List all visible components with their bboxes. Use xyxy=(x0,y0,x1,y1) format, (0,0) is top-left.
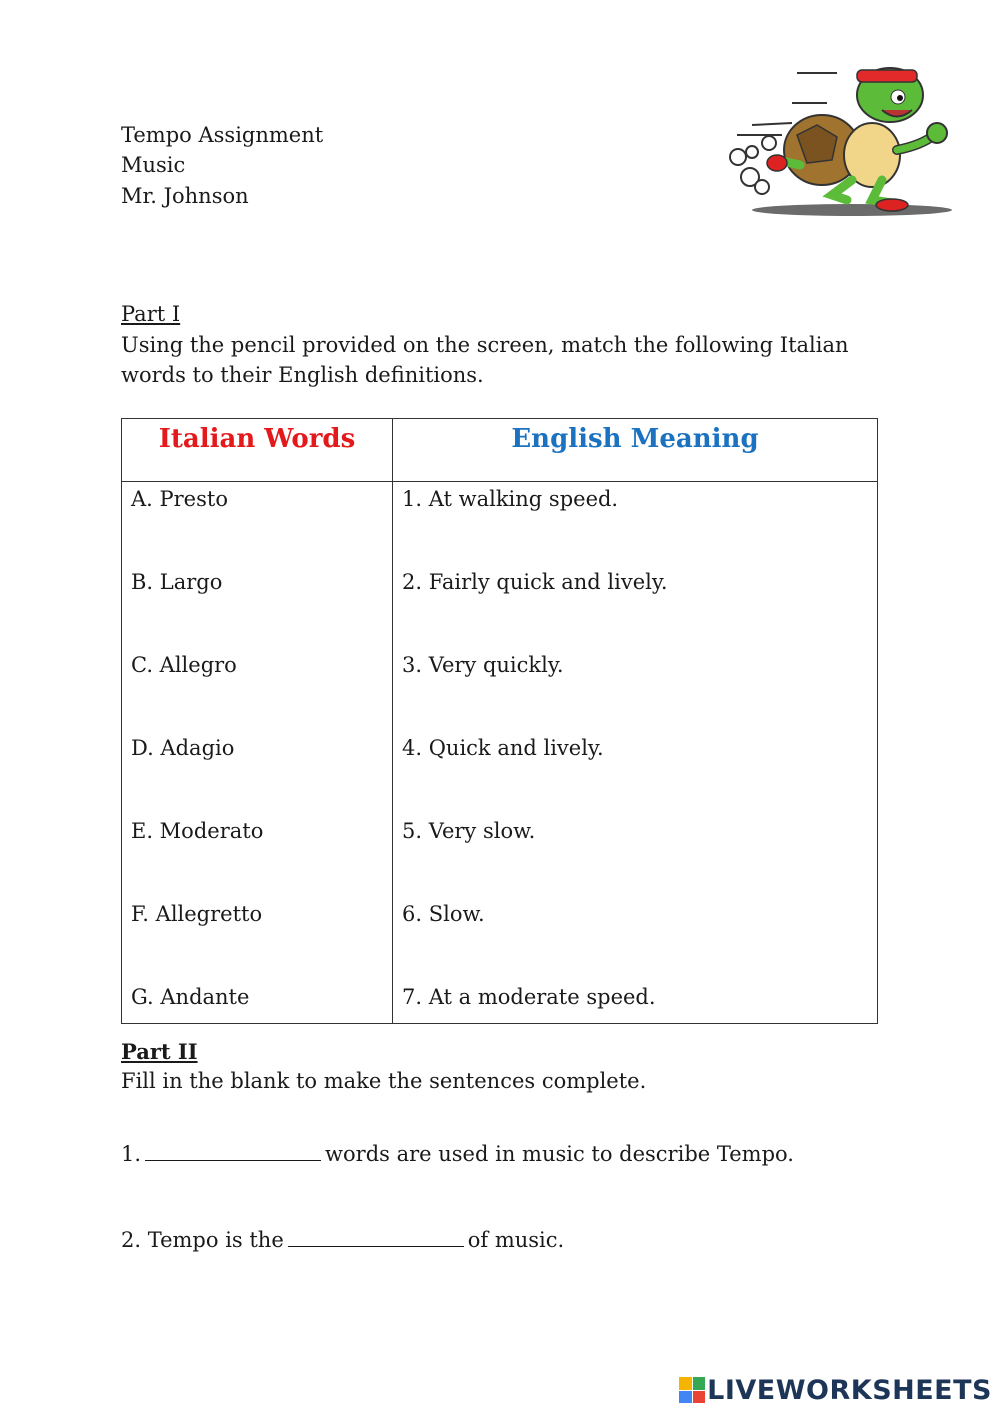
subject-label: Music xyxy=(121,153,186,177)
italian-word[interactable]: F. Allegretto xyxy=(131,902,263,926)
answer-blank-1[interactable] xyxy=(145,1142,321,1161)
table-row xyxy=(122,565,878,648)
matching-table xyxy=(121,418,878,1024)
table-row xyxy=(122,980,878,1024)
question-1 xyxy=(121,1142,794,1166)
english-meaning[interactable]: 6. Slow. xyxy=(402,902,485,926)
question-text: 2. Tempo is the xyxy=(121,1228,284,1252)
italian-words-header: Italian Words xyxy=(122,419,393,482)
italian-word[interactable]: C. Allegro xyxy=(131,653,237,677)
brand-name: LIVEWORKSHEETS xyxy=(707,1374,992,1406)
italian-word[interactable]: D. Adagio xyxy=(131,736,235,760)
english-meaning[interactable]: 1. At walking speed. xyxy=(402,487,619,511)
english-meaning[interactable]: 2. Fairly quick and lively. xyxy=(402,570,668,594)
part2-instructions: Fill in the blank to make the sentences complete. xyxy=(121,1069,647,1093)
english-meaning[interactable]: 5. Very slow. xyxy=(402,819,536,843)
italian-word[interactable]: G. Andante xyxy=(131,985,250,1009)
italian-word[interactable]: A. Presto xyxy=(131,487,228,511)
running-turtle-icon xyxy=(722,55,952,225)
table-row xyxy=(122,482,878,566)
italian-word[interactable]: B. Largo xyxy=(131,570,223,594)
liveworksheets-brand xyxy=(679,1375,992,1405)
table-row xyxy=(122,731,878,814)
question-text: words are used in music to describe Tempo. xyxy=(325,1142,794,1166)
english-meaning[interactable]: 4. Quick and lively. xyxy=(402,736,604,760)
question-text: of music. xyxy=(467,1228,565,1252)
table-row xyxy=(122,648,878,731)
english-meaning[interactable]: 3. Very quickly. xyxy=(402,653,564,677)
part1-instructions: Using the pencil provided on the screen, match the following Italian words to their English definitions. xyxy=(121,333,849,387)
italian-word[interactable]: E. Moderato xyxy=(131,819,264,843)
english-meaning-header: English Meaning xyxy=(393,419,878,482)
english-meaning[interactable]: 7. At a moderate speed. xyxy=(402,985,656,1009)
table-row xyxy=(122,897,878,980)
part1-heading: Part I xyxy=(121,302,181,326)
question-2 xyxy=(121,1228,564,1252)
table-row xyxy=(122,814,878,897)
part2-heading: Part II xyxy=(121,1039,198,1064)
question-text: 1. xyxy=(121,1142,142,1166)
teacher-name: Mr. Johnson xyxy=(121,184,249,208)
table-header-row xyxy=(122,419,878,482)
assignment-title: Tempo Assignment xyxy=(121,123,324,147)
answer-blank-2[interactable] xyxy=(288,1228,464,1247)
liveworksheets-logo-icon xyxy=(679,1377,705,1403)
